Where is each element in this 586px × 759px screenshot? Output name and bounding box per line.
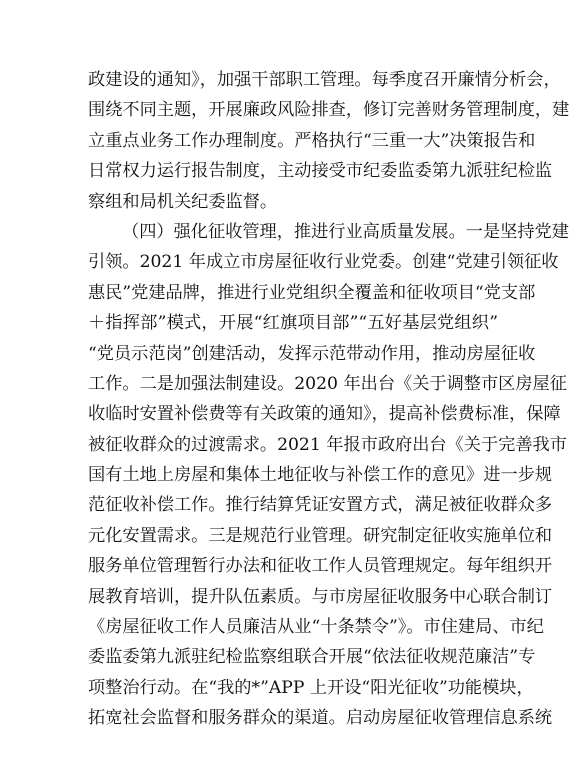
text-line: 《房屋征收工作人员廉洁从业“十条禁令”》。市住建局、市纪: [88, 617, 544, 638]
text-line: 委监委第九派驻纪检监察组联合开展“依法征收规范廉洁”专: [88, 647, 536, 668]
text-line: 惠民”党建品牌，推进行业党组织全覆盖和征收项目“党支部: [88, 282, 536, 303]
text-line: 引领。2021 年成立市房屋征收行业党委。创建“党建引领征收: [88, 252, 559, 273]
body-text: [88, 65, 570, 734]
text-line: 被征收群众的过渡需求。2021 年报市政府出台《关于完善我市: [88, 434, 567, 455]
text-line: 工作。二是加强法制建设。2020 年出台《关于调整市区房屋征: [88, 373, 567, 394]
text-line: 拓宽社会监督和服务群众的渠道。启动房屋征收管理信息系统: [88, 708, 553, 729]
text-line: 服务单位管理暂行办法和征收工作人员管理规定。每年组织开: [88, 556, 553, 577]
text-line: 国有土地上房屋和集体土地征收与补偿工作的意见》进一步规: [88, 465, 553, 486]
text-line: 政建设的通知》，加强干部职工管理。每季度召开廉情分析会，: [88, 70, 561, 90]
text-line: “党员示范岗”创建活动，发挥示范带动作用，推动房屋征收: [88, 343, 536, 364]
paragraph-end-line: 察组和局机关纪委监督。: [88, 191, 278, 212]
text-line: 展教育培训，提升队伍素质。与市房屋征收服务中心联合制订: [88, 586, 553, 607]
text-line: 收临时安置补偿费等有关政策的通知》，提高补偿费标准，保障: [88, 404, 561, 425]
text-line: 立重点业务工作办理制度。严格执行“三重一大”决策报告和: [88, 130, 536, 151]
text-line: 项整治行动。在“我的*”APP 上开设“阳光征收”功能模块，: [88, 677, 534, 698]
section-heading-line: （四）强化征收管理，推进行业高质量发展。一是坚持党建: [122, 221, 569, 242]
text-line: 日常权力运行报告制度，主动接受市纪委监委第九派驻纪检监: [88, 161, 553, 182]
text-line: 范征收补偿工作。推行结算凭证安置方式，满足被征收群众多: [88, 495, 553, 516]
text-line: 元化安置需求。三是规范行业管理。研究制定征收实施单位和: [88, 525, 553, 546]
text-line: 围绕不同主题，开展廉政风险排查，修订完善财务管理制度，建: [88, 100, 570, 121]
text-line: ＋指挥部”模式，开展“红旗项目部”“五好基层党组织”: [88, 313, 498, 334]
